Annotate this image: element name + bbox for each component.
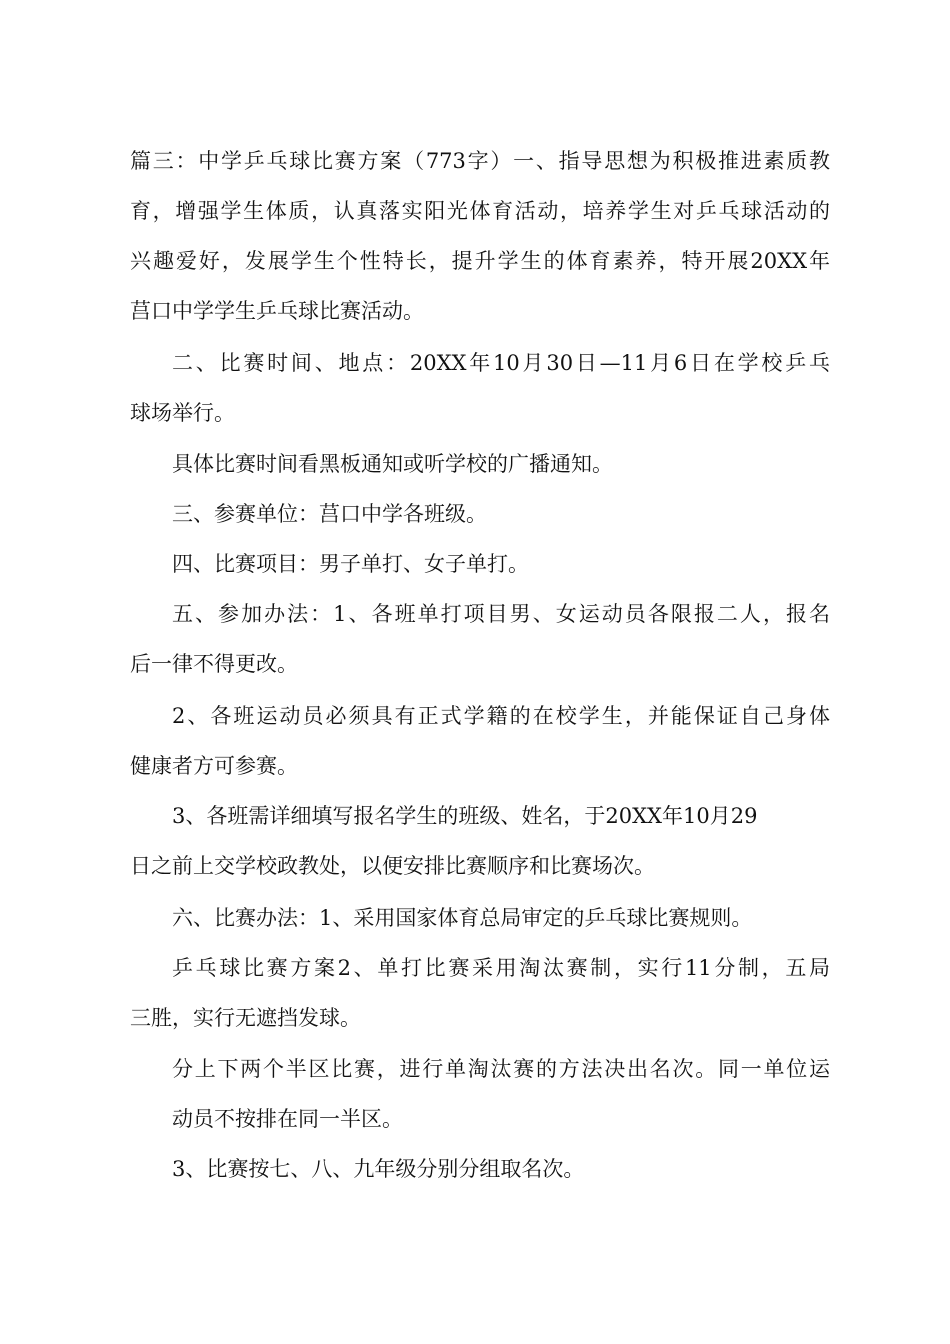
paragraph-line: 六、比赛办法：1、采用国家体育总局审定的乒乓球比赛规则。 xyxy=(172,906,753,930)
paragraph-line: 2、各班运动员必须具有正式学籍的在校学生，并能保证自己身体 xyxy=(172,704,830,728)
paragraph-line: 分上下两个半区比赛，进行单淘汰赛的方法决出名次。同一单位运 xyxy=(172,1057,830,1081)
paragraph-line: 四、比赛项目：男子单打、女子单打。 xyxy=(172,552,529,576)
paragraph-line: 篇三：中学乒乓球比赛方案（773字）一、指导思想为积极推进素质教 xyxy=(130,149,830,173)
paragraph-line: 育，增强学生体质，认真落实阳光体育活动，培养学生对乒乓球活动的 xyxy=(130,199,830,223)
paragraph-line: 健康者方可参赛。 xyxy=(130,754,298,778)
paragraph-line: 日之前上交学校政教处，以便安排比赛顺序和比赛场次。 xyxy=(130,854,655,878)
paragraph-line: 后一律不得更改。 xyxy=(130,652,298,676)
paragraph-line: 二、比赛时间、地点：20XX年10月30日—11月6日在学校乒乓 xyxy=(172,351,830,375)
paragraph-line: 动员不按排在同一半区。 xyxy=(172,1107,403,1131)
paragraph-line: 兴趣爱好，发展学生个性特长，提升学生的体育素养，特开展20XX年 xyxy=(130,249,830,273)
paragraph-line: 五、参加办法：1、各班单打项目男、女运动员各限报二人，报名 xyxy=(172,602,830,626)
paragraph-line: 具体比赛时间看黑板通知或听学校的广播通知。 xyxy=(172,452,613,476)
paragraph-line: 3、比赛按七、八、九年级分别分组取名次。 xyxy=(172,1157,585,1181)
paragraph-line: 球场举行。 xyxy=(130,401,235,425)
paragraph-line: 3、各班需详细填写报名学生的班级、姓名，于20XX年10月29 xyxy=(172,804,758,828)
paragraph-line: 乒乓球比赛方案2、单打比赛采用淘汰赛制，实行11分制，五局 xyxy=(172,956,830,980)
paragraph-line: 三、参赛单位：莒口中学各班级。 xyxy=(172,502,487,526)
paragraph-line: 莒口中学学生乒乓球比赛活动。 xyxy=(130,299,424,323)
paragraph-line: 三胜，实行无遮挡发球。 xyxy=(130,1006,361,1030)
